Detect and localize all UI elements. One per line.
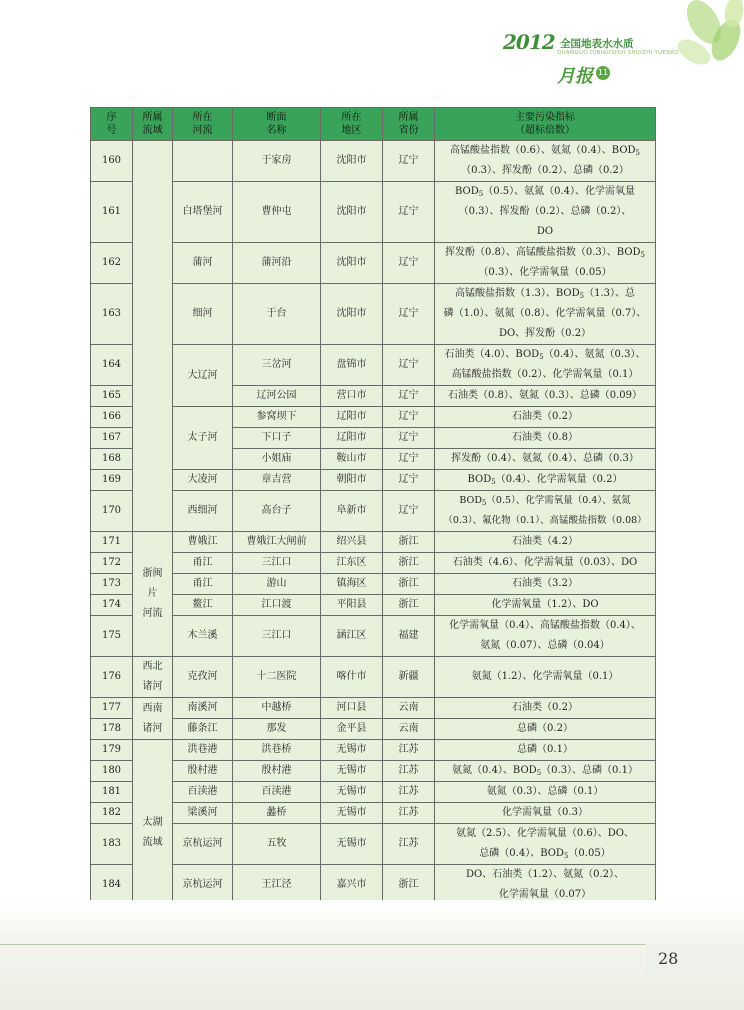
pollutants-cell: 挥发酚（0.8）、高锰酸盐指数（0.3）、$BOD_5$ （0.3）、化学需氧量（0.05）	[435, 243, 656, 284]
pollutants-cell: 挥发酚（0.4）、氨氮（0.4）、总磷（0.3）	[435, 449, 656, 470]
table-row: 174 鳌江 江口渡 平阳县 浙江 化学需氧量（1.2）、DO	[91, 595, 656, 616]
basin-xinan: 西南 诸河	[133, 698, 173, 740]
pollutants-cell: 氨氮（0.4）、$BOD_5(0.3)$、总磷（0.1）	[435, 761, 656, 782]
footer-background	[0, 900, 744, 1010]
table-row: 162 蒲河 蒲河沿 沈阳市 辽宁 挥发酚（0.8）、高锰酸盐指数（0.3）、$BOD_5$ （0.3）、化学需氧量（0.05）	[91, 243, 656, 284]
pollutants-cell: DO、石油类（1.2）、氨氮（0.2）、 化学需氧量（0.07）	[435, 865, 656, 906]
table-row: 183 京杭运河 五牧 无锡市 江苏 氨氮（2.5）、化学需氧量（0.6）、DO、 总磷（0.4）、$BOD_5(0.05)$	[91, 824, 656, 865]
table-row: 163 细河 于台 沈阳市 辽宁 高锰酸盐指数（1.3）、$BOD_5(1.3)$、总 磷（1.0）、氨氮（0.8）、化学需氧量（0.7）、 DO、挥发酚（0.2）	[91, 284, 656, 345]
table-row: 175 木兰溪 三江口 涵江区 福建 化学需氧量（0.4）、高锰酸盐指数（0.4）、 氨氮（0.07）、总磷（0.04）	[91, 616, 656, 657]
pollutants-cell: 石油类（0.8）	[435, 428, 656, 449]
table-row: 171 浙闽 片 河流 曹娥江 曹娥江大闸前 绍兴县 浙江 石油类（4.2）	[91, 532, 656, 553]
pollutants-cell: $BOD_5(0.5)$、化学需氧量（0.4）、氨氮 （0.3）、氟化物（0.1）、高锰酸盐指数（0.08）	[435, 491, 656, 532]
table-row: 182 梁溪河 蠡桥 无锡市 江苏 化学需氧量（0.3）	[91, 803, 656, 824]
pollutants-cell: 总磷（0.2）	[435, 719, 656, 740]
table-row: 176 西北 诸河 克孜河 十二医院 喀什市 新疆 氨氮（1.2）、化学需氧量（0.1）	[91, 657, 656, 698]
table-row: 179 太湖 流域 洪巷港 洪巷桥 无锡市 江苏 总磷（0.1）	[91, 740, 656, 761]
footer-divider	[0, 944, 744, 945]
pollutants-cell: 总磷（0.1）	[435, 740, 656, 761]
table-row: 160 于家房 沈阳市 辽宁 高锰酸盐指数（0.6）、氨氮（0.4）、$BOD_5$ （0.3）、挥发酚（0.2）、总磷（0.2）	[91, 141, 656, 182]
table-row: 165 辽河公园 营口市 辽宁 石油类（0.8）、氨氮（0.3）、总磷（0.09）	[91, 386, 656, 407]
pollutants-cell: 高锰酸盐指数（1.3）、$BOD_5(1.3)$、总 磷（1.0）、氨氮（0.8）、化学需氧量（0.7）、 DO、挥发酚（0.2）	[435, 284, 656, 345]
table-row: 180 殷村港 殷村港 无锡市 江苏 氨氮（0.4）、$BOD_5(0.3)$、总磷（0.1）	[91, 761, 656, 782]
header-river: 所在 河流	[173, 108, 233, 141]
pollutants-cell: 氨氮（1.2）、化学需氧量（0.1）	[435, 657, 656, 698]
pollutants-cell: 氨氮（0.3）、总磷（0.1）	[435, 782, 656, 803]
header-area: 所在 地区	[321, 108, 383, 141]
table-row: 178 藤条江 那发 金平县 云南 总磷（0.2）	[91, 719, 656, 740]
logo-pinyin: QUANGUO DIBIAOSHUI SHUIZHI YUEBAO	[557, 50, 679, 56]
header-no: 序 号	[91, 108, 133, 141]
basin-taihu: 太湖 流域	[133, 740, 173, 927]
logo-month-label: 月报	[557, 66, 593, 87]
table-row: 167 下口子 辽阳市 辽宁 石油类（0.8）	[91, 428, 656, 449]
pollutants-cell: 石油类（3.2）	[435, 574, 656, 595]
table-row: 164 大辽河 三岔河 盘锦市 辽宁 石油类（4.0）、$BOD_5(0.4)$、氨氮（0.3）、 高锰酸盐指数（0.2）、化学需氧量（0.1）	[91, 345, 656, 386]
pollutants-cell: 化学需氧量（0.4）、高锰酸盐指数（0.4）、 氨氮（0.07）、总磷（0.04）	[435, 616, 656, 657]
table-row: 177 西南 诸河 南溪河 中越桥 河口县 云南 石油类（0.2）	[91, 698, 656, 719]
basin-liaohe	[133, 141, 173, 532]
table-row: 170 西细河 高台子 阜新市 辽宁 $BOD_5(0.5)$、化学需氧量（0.4）、氨氮 （0.3）、氟化物（0.1）、高锰酸盐指数（0.08）	[91, 491, 656, 532]
pollutants-cell: 高锰酸盐指数（0.6）、氨氮（0.4）、$BOD_5$ （0.3）、挥发酚（0.2）、总磷（0.2）	[435, 141, 656, 182]
header-province: 所属 省份	[383, 108, 435, 141]
table-row: 172 甬江 三江口 江东区 浙江 石油类（4.6）、化学需氧量（0.03）、DO	[91, 553, 656, 574]
pollutants-cell: 石油类（0.8）、氨氮（0.3）、总磷（0.09）	[435, 386, 656, 407]
pollutants-cell: 氨氮（2.5）、化学需氧量（0.6）、DO、 总磷（0.4）、$BOD_5(0.05)$	[435, 824, 656, 865]
leaf-decoration-icon	[634, 0, 744, 100]
basin-zhemin: 浙闽 片 河流	[133, 532, 173, 657]
table-row: 173 甬江 游山 镇海区 浙江 石油类（3.2）	[91, 574, 656, 595]
table-row: 161 白塔堡河 曹仲屯 沈阳市 辽宁 $BOD_5(0.5)$、氨氮（0.4）、化学需氧量 （0.3）、挥发酚（0.2）、总磷（0.2）、 DO	[91, 182, 656, 243]
pollutants-cell: $BOD_5(0.4)$、化学需氧量（0.2）	[435, 470, 656, 491]
table-row: 166 太子河 参窝坝下 辽阳市 辽宁 石油类（0.2）	[91, 407, 656, 428]
issue-badge: 11	[596, 66, 610, 80]
table-row: 169 大凌河 章吉营 朝阳市 辽宁 $BOD_5(0.4)$、化学需氧量（0.2）	[91, 470, 656, 491]
pollutants-cell: 石油类（4.2）	[435, 532, 656, 553]
basin-xibei: 西北 诸河	[133, 657, 173, 698]
table-row: 181 百渎港 百渎港 无锡市 江苏 氨氮（0.3）、总磷（0.1）	[91, 782, 656, 803]
logo-year: 2012	[503, 30, 555, 54]
pollutants-cell: 石油类（0.2）	[435, 698, 656, 719]
header-section: 断面 名称	[233, 108, 321, 141]
table-row: 184 京杭运河 王江泾 嘉兴市 浙江 DO、石油类（1.2）、氨氮（0.2）、 化学需氧量（0.07）	[91, 865, 656, 906]
header-pollutants: 主要污染指标 （超标倍数）	[435, 108, 656, 141]
logo-title: 全国地表水水质	[560, 38, 634, 50]
pollutants-cell: 石油类（4.6）、化学需氧量（0.03）、DO	[435, 553, 656, 574]
water-quality-table	[90, 107, 656, 927]
pollutants-cell: 石油类（4.0）、$BOD_5(0.4)$、氨氮（0.3）、 高锰酸盐指数（0.2）、化学需氧量（0.1）	[435, 345, 656, 386]
page-header	[0, 0, 744, 100]
table-header-row	[91, 108, 656, 141]
pollutants-cell: 化学需氧量（1.2）、DO	[435, 595, 656, 616]
pollutants-cell: $BOD_5(0.5)$、氨氮（0.4）、化学需氧量 （0.3）、挥发酚（0.2）、总磷（0.2）、 DO	[435, 182, 656, 243]
header-basin: 所属 流域	[133, 108, 173, 141]
pollutants-cell: 化学需氧量（0.3）	[435, 803, 656, 824]
page-number: 28	[658, 949, 679, 968]
pollutants-cell: 石油类（0.2）	[435, 407, 656, 428]
table-row: 168 小姐庙 鞍山市 辽宁 挥发酚（0.4）、氨氮（0.4）、总磷（0.3）	[91, 449, 656, 470]
